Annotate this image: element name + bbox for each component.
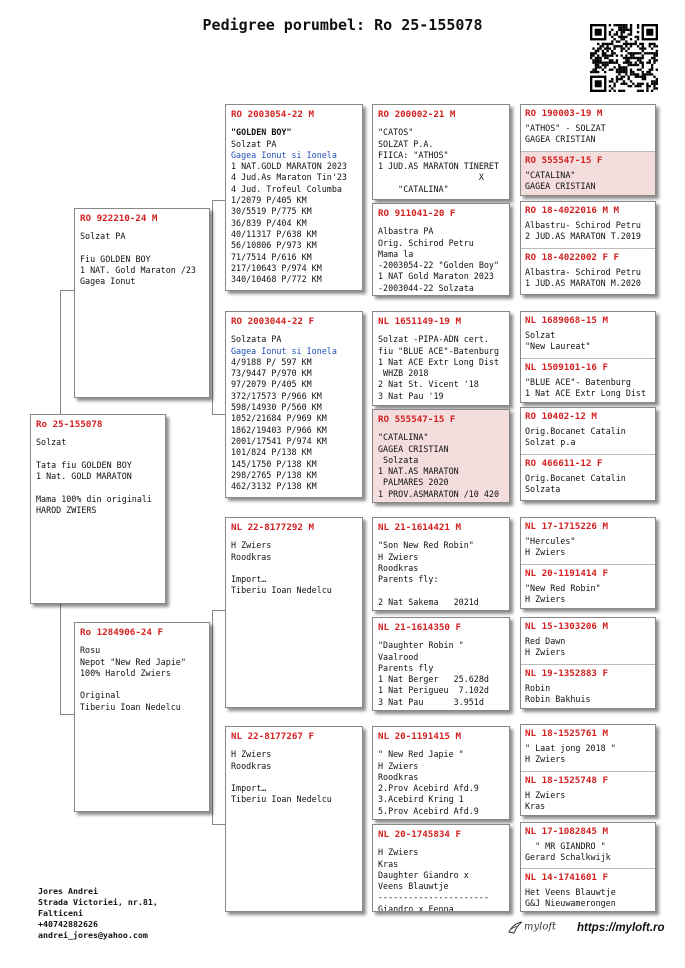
gen4-dam-entry[interactable] (521, 869, 655, 912)
ring-number: RO 2003054-22 M (231, 109, 314, 120)
ring-number: RO 555547-15 F (378, 414, 456, 425)
detail-line: H Zwiers (378, 760, 419, 771)
detail-line: G&J Nieuwamerongen (525, 897, 616, 908)
detail-line: 56/10806 P/973 KM (231, 240, 317, 251)
gen4-sire-entry[interactable] (521, 725, 655, 771)
detail-line: "CATALINA" (378, 432, 429, 443)
detail-line: 30/5519 P/775 KM (231, 206, 312, 217)
detail-line: Tiberiu Ioan Nedelcu (231, 794, 332, 805)
gen4-pair-card[interactable] (520, 311, 656, 403)
detail-line: 40/11317 P/638 KM (231, 228, 317, 239)
detail-line: Roodkras (231, 760, 272, 771)
pigeon-details (378, 432, 504, 500)
detail-line: 1 NAT.AS MARATON (378, 466, 459, 477)
ring-number: NL 22-8177267 F (231, 731, 314, 742)
connector-line (60, 714, 74, 715)
detail-line: "Son New Red Robin" (378, 540, 474, 551)
detail-line (80, 243, 204, 254)
gen3-card[interactable] (372, 517, 510, 611)
contact-line: Strada Victoriei, nr.81, (38, 897, 158, 907)
connector-line (212, 610, 225, 611)
detail-line: "New Red Robin" (525, 583, 601, 594)
website-link[interactable]: https://myloft.ro (577, 922, 665, 934)
detail-line (231, 772, 357, 783)
pigeon-details (80, 231, 204, 287)
pigeon-details (378, 226, 504, 294)
gen4-dam-entry[interactable] (521, 359, 655, 403)
gen4-sire-entry[interactable] (521, 312, 655, 358)
gen4-dam-entry[interactable] (521, 455, 655, 501)
detail-line: Mama 100% din originali (36, 493, 152, 504)
detail-line: Veens Blauwtje (378, 881, 449, 892)
detail-line: 1 Nat ACE Extr Long Dist (525, 387, 647, 398)
connector-line (212, 824, 225, 825)
detail-line: H Zwiers (525, 790, 566, 801)
sire-card[interactable] (74, 208, 210, 398)
detail-line: " MR GIANDRO " (525, 841, 606, 852)
ring-number: RO 2003044-22 F (231, 316, 314, 327)
connector-line (60, 290, 61, 414)
detail-line: GAGEA CRISTIAN (525, 133, 596, 144)
ring-number: NL 20-1191414 F (525, 568, 608, 579)
gen3-card[interactable] (372, 824, 510, 912)
pigeon-details (378, 847, 504, 912)
detail-line: Giandro x Fenna (378, 903, 454, 912)
gen3-card[interactable] (372, 726, 510, 820)
detail-line: Gagea Ionut si Ionela (231, 345, 337, 356)
detail-line: WHZB 2018 (378, 368, 429, 379)
detail-line: "Hercules" (525, 536, 576, 547)
detail-line: 97/2079 P/405 KM (231, 379, 312, 390)
detail-line (80, 679, 204, 690)
detail-line: Albastru- Schirod Petru (525, 220, 641, 231)
detail-line: Tiberiu Ioan Nedelcu (80, 701, 181, 712)
ring-number: NL 15-1303206 M (525, 621, 608, 632)
ring-number: NL 19-1352883 F (525, 668, 608, 679)
pigeon-details (378, 540, 504, 608)
detail-line: 2 Nat Sakema 2021d (378, 596, 479, 607)
detail-line: Solzat (525, 330, 556, 341)
detail-line: Robin Bakhuis (525, 693, 591, 704)
detail-line: "ATHOS" - SOLZAT (525, 123, 606, 134)
ring-number: RO 10402-12 M (525, 411, 597, 422)
detail-line: Import… (231, 783, 267, 794)
detail-line: "BLUE ACE"- Batenburg (525, 377, 631, 388)
detail-line: Solzat p.a (525, 436, 576, 447)
ring-number: RO 922210-24 M (80, 213, 158, 224)
ring-number: NL 14-1741601 F (525, 872, 608, 883)
gen4-dam-entry[interactable] (521, 249, 655, 295)
detail-line: 1/2079 P/405 KM (231, 195, 307, 206)
detail-line: Solzata (525, 483, 561, 494)
ring-number: NL 21-1614350 F (378, 622, 461, 633)
detail-line: Nepot "New Red Japie" (80, 656, 186, 667)
detail-line: Orig.Bocanet Catalin (525, 473, 626, 484)
detail-line: Solzat PA (80, 231, 126, 242)
connector-line (60, 604, 61, 714)
ring-number: NL 18-1525748 F (525, 775, 608, 786)
detail-line: 1 Nat. GOLD MARATON (36, 471, 132, 482)
connector-line (212, 610, 213, 824)
ring-number: NL 20-1191415 M (378, 731, 461, 742)
detail-line: HAROD ZWIERS (36, 505, 97, 516)
gen4-sire-entry[interactable] (521, 408, 655, 454)
detail-line (378, 585, 504, 596)
gen3-card[interactable] (372, 617, 510, 711)
detail-line: "Daughter Robin " (378, 640, 464, 651)
breeder-contact (38, 886, 158, 941)
pigeon-details (231, 540, 357, 596)
pigeon-details (525, 683, 651, 704)
contact-line: +40742882626 (38, 919, 98, 929)
gen4-pair-card[interactable] (520, 201, 656, 295)
detail-line: 372/17573 P/966 KM (231, 390, 322, 401)
detail-line: H Zwiers (525, 546, 566, 557)
detail-line: 3 Nat Pau 3.951d (378, 696, 484, 707)
connector-line (212, 414, 225, 415)
ring-number: NL 17-1715226 M (525, 521, 608, 532)
gen4-sire-entry[interactable] (521, 105, 655, 151)
pigeon-details (525, 583, 651, 604)
detail-line: Parents fly: (378, 574, 439, 585)
detail-line: 462/3132 P/138 KM (231, 481, 317, 492)
detail-line: 73/9447 P/970 KM (231, 368, 312, 379)
pigeon-details (525, 330, 651, 351)
ring-number: NL 1651149-19 M (378, 316, 461, 327)
detail-line: H Zwiers (378, 551, 419, 562)
pigeon-details (231, 127, 357, 285)
detail-line: Orig. Schirod Petru (378, 237, 474, 248)
detail-line: "New Laureat" (525, 340, 591, 351)
detail-line: Import… (231, 574, 267, 585)
detail-line: 1052/21684 P/969 KM (231, 413, 327, 424)
detail-line: 1 JUD.AS MARATON TINERET (378, 161, 500, 172)
ring-number: RO 190003-19 M (525, 108, 603, 119)
gen4-sire-entry[interactable] (521, 202, 655, 248)
ring-number: Ro 25-155078 (36, 419, 103, 430)
detail-line (231, 563, 357, 574)
detail-line: Mama la (378, 248, 414, 259)
detail-line: Kras (378, 858, 399, 869)
gen4-pair-card[interactable] (520, 822, 656, 912)
detail-line: 1 Nat ACE Extr Long Dist (378, 356, 500, 367)
detail-line: 340/10468 P/772 KM (231, 274, 322, 285)
pigeon-details (378, 640, 504, 708)
pigeon-details (378, 749, 504, 817)
detail-line: Roodkras (378, 562, 419, 573)
gen4-dam-entry[interactable] (521, 565, 655, 609)
gen4-pair-card[interactable] (520, 517, 656, 609)
detail-line: 1862/19403 P/966 KM (231, 424, 327, 435)
dam-card[interactable] (74, 622, 210, 812)
detail-line: 2001/17541 P/974 KM (231, 435, 327, 446)
detail-line: Roodkras (231, 551, 272, 562)
detail-line: FIICA: "ATHOS" (378, 149, 449, 160)
detail-line: 4/9188 P/ 597 KM (231, 356, 312, 367)
pigeon-details (80, 645, 204, 713)
granddam-paternal-card[interactable] (225, 311, 363, 498)
pigeon-details (525, 536, 651, 557)
detail-line: SOLZAT P.A. (378, 138, 434, 149)
detail-line: Parents fly (378, 662, 434, 673)
detail-line: 1 JUD.AS MARATON M.2020 (525, 277, 641, 288)
detail-line: Vaalrood (378, 651, 419, 662)
pigeon-details (378, 127, 504, 195)
connector-line (212, 200, 225, 201)
detail-line: 298/2765 P/138 KM (231, 469, 317, 480)
detail-line: H Zwiers (525, 753, 566, 764)
detail-line: Gagea Ionut si Ionela (231, 149, 337, 160)
connector-line (60, 290, 74, 291)
qr-code-icon (590, 24, 658, 92)
detail-line: "CATOS" (378, 127, 414, 138)
detail-line: Kras (525, 800, 546, 811)
contact-line: andrei_jores@yahoo.com (38, 930, 148, 940)
subject-pigeon-card[interactable] (30, 414, 166, 604)
ring-number: Ro 1284906-24 F (80, 627, 163, 638)
pigeon-details (231, 749, 357, 805)
detail-line: X (378, 172, 484, 183)
detail-line: 217/10643 P/974 KM (231, 262, 322, 273)
detail-line: Gerard Schalkwijk (525, 851, 611, 862)
contact-line: Falticeni (38, 908, 83, 918)
myloft-bird-logo-icon (508, 920, 556, 934)
ring-number: NL 18-1525761 M (525, 728, 608, 739)
pigeon-details (525, 267, 651, 288)
detail-line: Solzat -PIPA-ADN cert. (378, 334, 489, 345)
detail-line: H Zwiers (231, 749, 272, 760)
gen4-dam-entry[interactable] (521, 152, 655, 196)
detail-line: 2.Prov Acebird Afd.9 (378, 783, 479, 794)
gen4-pair-card[interactable] (520, 617, 656, 709)
detail-line: "GOLDEN BOY" (231, 127, 292, 138)
gen4-pair-card[interactable] (520, 407, 656, 501)
detail-line: Orig.Bocanet Catalin (525, 426, 626, 437)
logo-text: myloft (524, 921, 557, 933)
detail-line: Solzat (36, 437, 67, 448)
detail-line: GAGEA CRISTIAN (525, 180, 596, 191)
ring-number: NL 20-1745834 F (378, 829, 461, 840)
detail-line: 1 NAT.GOLD MARATON 2023 (231, 161, 347, 172)
detail-line: "CATALINA" (378, 183, 449, 194)
page-title: Pedigree porumbel: Ro 25-155078 (202, 16, 483, 34)
detail-line: 1 Nat Perigueu 7.102d (378, 685, 489, 696)
detail-line: Solzata PA (231, 334, 282, 345)
detail-line: Het Veens Blauwtje (525, 887, 616, 898)
detail-line: 145/1750 P/138 KM (231, 458, 317, 469)
gen4-dam-entry[interactable] (521, 772, 655, 816)
pigeon-details (525, 123, 651, 144)
pigeon-details (525, 790, 651, 811)
gen4-pair-card[interactable] (520, 724, 656, 816)
detail-line: Tata fiu GOLDEN BOY (36, 459, 132, 470)
pigeon-details (525, 377, 651, 398)
ring-number: RO 200002-21 M (378, 109, 456, 120)
ring-number: RO 911041-20 F (378, 208, 456, 219)
detail-line: "CATALINA" (525, 170, 576, 181)
detail-line: PALMARES 2020 (378, 477, 449, 488)
detail-line: Rosu (80, 645, 101, 656)
detail-line (36, 449, 160, 460)
detail-line: Robin (525, 683, 551, 694)
pigeon-details (525, 841, 651, 862)
detail-line: Red Dawn (525, 636, 566, 647)
gen4-pair-card[interactable] (520, 104, 656, 196)
detail-line: Albastra- Schirod Petru (525, 267, 641, 278)
gen3-card[interactable] (372, 203, 510, 296)
detail-line: H Zwiers (378, 847, 419, 858)
pigeon-details (525, 887, 651, 908)
connector-line (212, 200, 213, 414)
ring-number: NL 22-8177292 M (231, 522, 314, 533)
ring-number: RO 18-4022016 M M (525, 205, 620, 216)
ring-number: NL 1509101-16 F (525, 362, 608, 373)
detail-line: 3 Nat Pau '19 (378, 390, 444, 401)
detail-line: Roodkras (378, 771, 419, 782)
detail-line: Tiberiu Ioan Nedelcu (231, 585, 332, 596)
detail-line: 1 NAT. Gold Maraton /23 (80, 265, 196, 276)
detail-line: H Zwiers (525, 593, 566, 604)
detail-line: fiu "BLUE ACE"-Batenburg (378, 345, 500, 356)
detail-line: Original (80, 690, 121, 701)
ring-number: NL 17-1082845 M (525, 826, 608, 837)
pigeon-details (525, 426, 651, 447)
detail-line: 1 NAT Gold Maraton 2023 (378, 271, 494, 282)
detail-line: 4 Jud. Trofeul Columba (231, 183, 342, 194)
detail-line: GAGEA CRISTIAN (378, 443, 449, 454)
detail-line: H Zwiers (231, 540, 272, 551)
detail-line: Gagea Ionut (80, 276, 136, 287)
detail-line: H Zwiers (525, 646, 566, 657)
pigeon-details (378, 334, 504, 402)
detail-line: 36/839 P/404 KM (231, 217, 307, 228)
ring-number: RO 555547-15 F (525, 155, 603, 166)
grandsire-maternal-card[interactable] (225, 517, 363, 708)
granddam-maternal-card[interactable] (225, 726, 363, 912)
detail-line: Solzata (378, 454, 419, 465)
detail-line: -2003044-22 Solzata (378, 282, 474, 293)
ring-number: RO 18-4022002 F F (525, 252, 620, 263)
grandsire-paternal-card[interactable] (225, 104, 363, 291)
gen4-dam-entry[interactable] (521, 665, 655, 709)
detail-line: Daughter Giandro x (378, 869, 469, 880)
detail-line: 2 JUD.AS MARATON T.2019 (525, 230, 641, 241)
detail-line: 2 Nat St. Vicent '18 (378, 379, 479, 390)
gen3-card[interactable] (372, 311, 510, 406)
gen4-sire-entry[interactable] (521, 618, 655, 664)
detail-line: 4 Jud.As Maraton Tin'23 (231, 172, 347, 183)
gen3-card[interactable] (372, 104, 510, 200)
pigeon-details (525, 473, 651, 494)
detail-line: " Laat jong 2018 " (525, 743, 616, 754)
ring-number: NL 1689068-15 M (525, 315, 608, 326)
pigeon-details (525, 636, 651, 657)
detail-line: 100% Harold Zwiers (80, 667, 171, 678)
detail-line: 101/824 P/138 KM (231, 447, 312, 458)
detail-line: ---------------------- (378, 892, 489, 903)
gen3-card-highlighted[interactable] (372, 409, 510, 503)
pigeon-details (231, 334, 357, 492)
detail-line (36, 482, 160, 493)
ring-number: NL 21-1614421 M (378, 522, 461, 533)
detail-line: 1 PROV.ASMARATON /10 420 (378, 488, 500, 499)
pigeon-details (525, 220, 651, 241)
detail-line: 1 Nat Berger 25.628d (378, 674, 489, 685)
contact-line: Jores Andrei (38, 886, 98, 896)
detail-line: 71/7514 P/616 KM (231, 251, 312, 262)
gen4-sire-entry[interactable] (521, 823, 655, 868)
detail-line: 5.Prov Acebird Afd.9 (378, 805, 479, 816)
ring-number: RO 466611-12 F (525, 458, 603, 469)
detail-line: -2003054-22 "Golden Boy" (378, 260, 500, 271)
detail-line: Albastra PA (378, 226, 434, 237)
pigeon-details (36, 437, 160, 516)
pigeon-details (525, 743, 651, 764)
pigeon-details (525, 170, 651, 191)
detail-line: Solzat PA (231, 138, 277, 149)
detail-line: Fiu GOLDEN BOY (80, 253, 151, 264)
detail-line: " New Red Japie " (378, 749, 464, 760)
detail-line: 598/14930 P/560 KM (231, 402, 322, 413)
detail-line: 3.Acebird Kring 1 (378, 794, 464, 805)
gen4-sire-entry[interactable] (521, 518, 655, 564)
